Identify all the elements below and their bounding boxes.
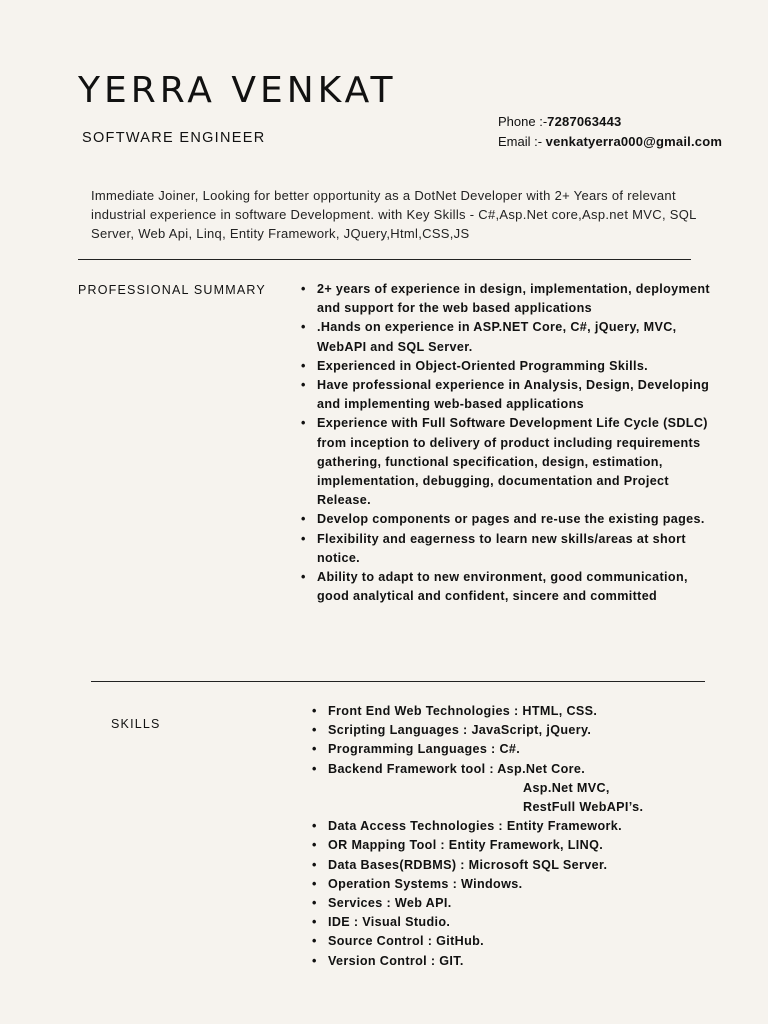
email-address: venkatyerra000@gmail.com	[545, 133, 723, 149]
backend-framework-text: Backend Framework tool : Asp.Net Core.	[328, 761, 586, 776]
list-item: • 2+ years of experience in design, implementation, deployment and support for the web based applications	[300, 280, 720, 318]
list-item: • Experience with Full Software Development Life Cycle (SDLC) from inception to delivery of product including requirements gathering, functional specification, design, estimation, implementation, debugging, documentation and Project Release.	[300, 414, 720, 510]
email-label: Email :-	[498, 133, 546, 149]
intro-paragraph: Immediate Joiner, Looking for better opportunity as a DotNet Developer with 2+ Years of relevant industrial experience in software Development. with Key Skills - C#,Asp.Net core,Asp.net MVC, SQL Server, Web Api, Linq, Entity Framework, JQuery,Html,CSS,JS	[91, 188, 697, 241]
list-item: • OR Mapping Tool : Entity Framework, LINQ.	[311, 836, 751, 855]
list-item: • Data Access Technologies : Entity Framework.	[311, 817, 751, 836]
skills-list	[311, 702, 751, 971]
list-item: • Experienced in Object-Oriented Programming Skills.	[300, 357, 720, 376]
list-item: • Flexibility and eagerness to learn new skills/areas at short notice.	[300, 530, 720, 568]
contact-block	[498, 112, 722, 151]
phone-number: 7287063443	[547, 114, 622, 129]
list-item: • Programming Languages : C#.	[311, 740, 751, 759]
job-title: SOFTWARE ENGINEER	[82, 130, 266, 146]
list-item: • Ability to adapt to new environment, good communication, good analytical and confident, sincere and committed	[300, 568, 720, 606]
list-item: • Data Bases(RDBMS) : Microsoft SQL Server.	[311, 856, 751, 875]
list-item-backend	[311, 760, 751, 818]
list-item: • Services : Web API.	[311, 894, 751, 913]
list-item: • Version Control : GIT.	[311, 952, 751, 971]
list-item: • Operation Systems : Windows.	[311, 875, 751, 894]
list-item: • Develop components or pages and re-use the existing pages.	[300, 510, 720, 529]
backend-continued-mvc: Asp.Net MVC,	[523, 780, 610, 795]
phone-row	[498, 112, 722, 132]
list-item: • IDE : Visual Studio.	[311, 913, 751, 932]
list-item: • .Hands on experience in ASP.NET Core, C#, jQuery, MVC, WebAPI and SQL Server.	[300, 318, 720, 356]
skills-heading: SKILLS	[111, 717, 161, 731]
list-item: • Front End Web Technologies : HTML, CSS.	[311, 702, 751, 721]
professional-summary-list	[300, 280, 720, 606]
candidate-name: YERRA VENKAT	[78, 70, 397, 111]
backend-continued-webapi: RestFull WebAPI’s.	[523, 800, 644, 815]
email-row	[498, 132, 722, 152]
list-item: • Source Control : GitHub.	[311, 932, 751, 951]
divider-top	[78, 259, 691, 260]
list-item: • Scripting Languages : JavaScript, jQuery.	[311, 721, 751, 740]
professional-summary-heading: PROFESSIONAL SUMMARY	[78, 283, 266, 297]
divider-middle	[91, 681, 705, 682]
phone-label: Phone :-	[498, 114, 548, 129]
list-item: • Have professional experience in Analysis, Design, Developing and implementing web-based applications	[300, 376, 720, 414]
